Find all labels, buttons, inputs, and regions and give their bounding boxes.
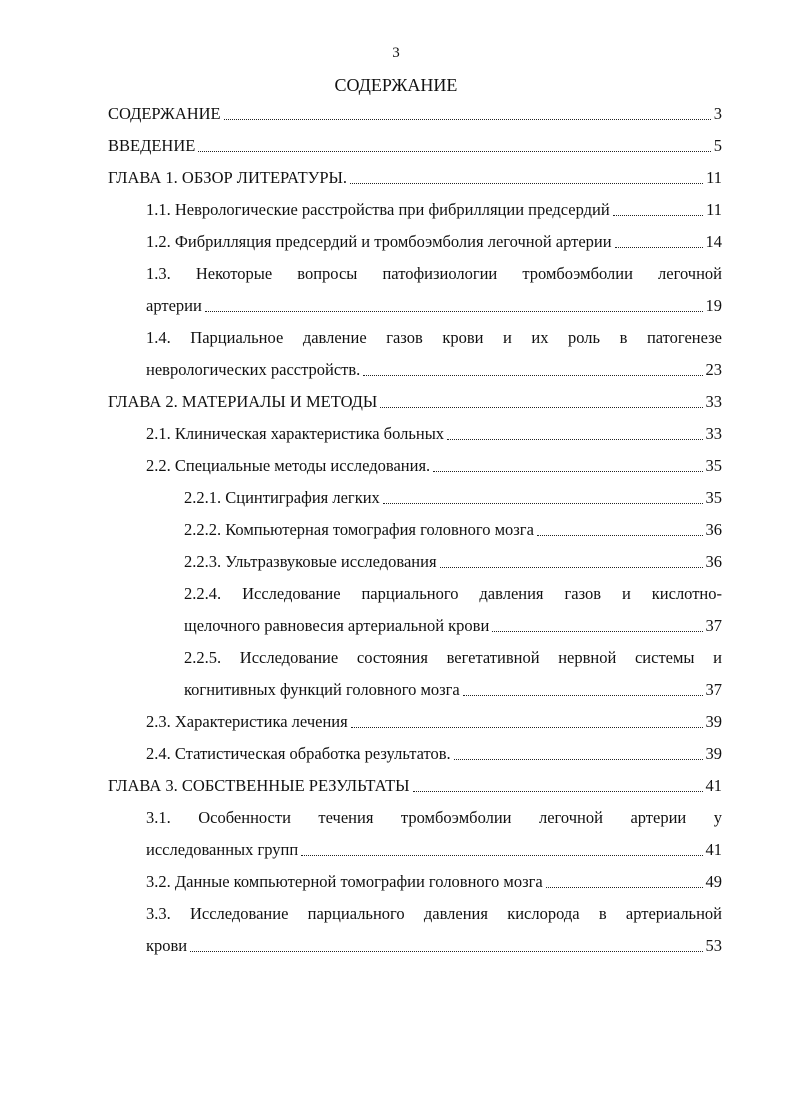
toc-entry[interactable]: 1.1. Неврологические расстройства при фибрилляции предсердий 11	[146, 200, 722, 219]
toc-entry[interactable]: 1.3. Некоторые вопросы патофизиологии тромбоэмболии легочной артерии 19	[146, 264, 722, 315]
toc-entry[interactable]: ГЛАВА 3. СОБСТВЕННЫЕ РЕЗУЛЬТАТЫ 41	[108, 776, 722, 795]
toc-entry[interactable]: 2.4. Статистическая обработка результатов. 39	[146, 744, 722, 763]
dot-leader	[350, 182, 703, 184]
dot-leader	[463, 694, 703, 696]
page-ref: 11	[706, 168, 722, 187]
dot-leader	[433, 470, 702, 472]
dot-leader	[546, 886, 703, 888]
page-number: 3	[392, 45, 400, 61]
toc-title: СОДЕРЖАНИЕ	[334, 75, 458, 95]
toc-entry[interactable]: 2.2.4. Исследование парциального давления газов и кислотно- щелочного равновесия артериальной крови 37	[184, 584, 722, 635]
page-ref: 33	[705, 424, 722, 443]
page-ref: 14	[705, 232, 722, 251]
toc-entry[interactable]: ВВЕДЕНИЕ 5	[108, 136, 722, 155]
dot-leader	[351, 726, 703, 728]
page-ref: 5	[713, 136, 722, 155]
toc-entry[interactable]: 2.2. Специальные методы исследования. 35	[146, 456, 722, 475]
toc-entry[interactable]: 3.2. Данные компьютерной томографии головного мозга 49	[146, 872, 722, 891]
dot-leader	[198, 150, 710, 152]
toc-entry[interactable]: 2.2.3. Ультразвуковые исследования 36	[184, 552, 722, 571]
dot-leader	[205, 310, 703, 312]
toc-entry[interactable]: 2.1. Клиническая характеристика больных 33	[146, 424, 722, 443]
dot-leader	[447, 438, 702, 440]
page-ref: 36	[705, 552, 722, 571]
dot-leader	[440, 566, 703, 568]
dot-leader	[413, 790, 703, 792]
dot-leader	[301, 854, 702, 856]
page-ref: 19	[705, 296, 722, 315]
page-ref: 33	[705, 392, 722, 411]
page-ref: 11	[706, 200, 722, 219]
toc-entry[interactable]: 2.2.5. Исследование состояния вегетативной нервной системы и когнитивных функций головного мозга 37	[184, 648, 722, 699]
toc-entry[interactable]: 3.3. Исследование парциального давления кислорода в артериальной крови 53	[146, 904, 722, 955]
toc-entry[interactable]: 3.1. Особенности течения тромбоэмболии легочной артерии у исследованных групп 41	[146, 808, 722, 859]
page-ref: 3	[713, 104, 722, 123]
page-ref: 41	[705, 840, 722, 859]
page-ref: 37	[705, 616, 722, 635]
dot-leader	[383, 502, 703, 504]
dot-leader	[492, 630, 702, 632]
dot-leader	[615, 246, 703, 248]
dot-leader	[537, 534, 703, 536]
page-ref: 37	[705, 680, 722, 699]
toc-entry[interactable]: 1.4. Парциальное давление газов крови и их роль в патогенезе неврологических расстройств. 23	[146, 328, 722, 379]
toc-entry[interactable]: 1.2. Фибрилляция предсердий и тромбоэмболия легочной артерии 14	[146, 232, 722, 251]
dot-leader	[363, 374, 702, 376]
dot-leader	[613, 214, 703, 216]
dot-leader	[224, 118, 711, 120]
page-ref: 39	[705, 712, 722, 731]
toc-entry[interactable]: 2.2.2. Компьютерная томография головного мозга 36	[184, 520, 722, 539]
page-ref: 39	[705, 744, 722, 763]
page-ref: 35	[705, 488, 722, 507]
toc-entry[interactable]: 2.3. Характеристика лечения 39	[146, 712, 722, 731]
dot-leader	[190, 950, 702, 952]
toc-entry[interactable]: ГЛАВА 2. МАТЕРИАЛЫ И МЕТОДЫ 33	[108, 392, 722, 411]
dot-leader	[454, 758, 703, 760]
page-ref: 41	[705, 776, 722, 795]
page-ref: 23	[705, 360, 722, 379]
page-ref: 36	[705, 520, 722, 539]
page-ref: 49	[705, 872, 722, 891]
toc-entry[interactable]: ГЛАВА 1. ОБЗОР ЛИТЕРАТУРЫ. 11	[108, 168, 722, 187]
toc-entry[interactable]: СОДЕРЖАНИЕ 3	[108, 104, 722, 123]
page-ref: 35	[705, 456, 722, 475]
dot-leader	[380, 406, 702, 408]
page-ref: 53	[705, 936, 722, 955]
toc-entry[interactable]: 2.2.1. Сцинтиграфия легких 35	[184, 488, 722, 507]
